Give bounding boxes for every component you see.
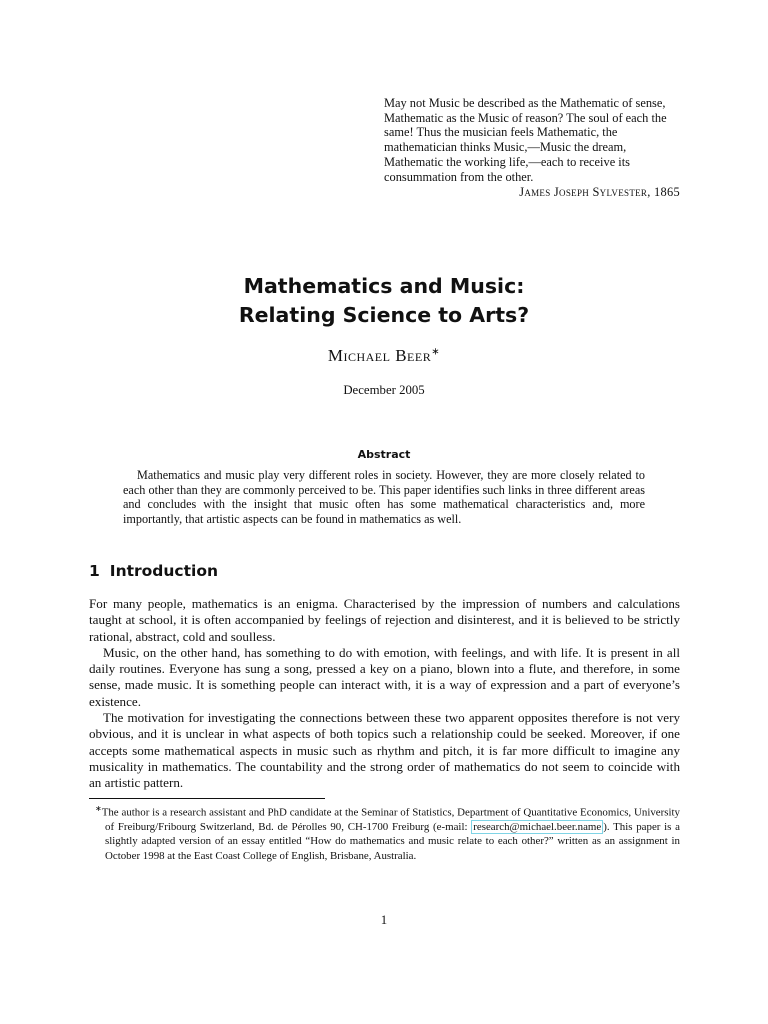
paragraph: Music, on the other hand, has something to do with emotion, with feelings, and with life. It is present in all daily routines. Everyone has sung a song, pressed a key on a piano, blown into a flute, and therefore, in some sense, made music. It is something people can interact with, it is a way of expression and a part of everyone’s existence.	[89, 644, 680, 709]
section-heading-introduction	[89, 562, 218, 580]
footnote-rule	[89, 798, 325, 799]
abstract-text: Mathematics and music play very different roles in society. However, they are more closely related to each other than they are commonly perceived to be. This paper identifies such links in three different areas and concludes with the insight that music often has some mathematical characteristics and, more importantly, that artistic aspects can be found in mathematics as well.	[123, 468, 645, 526]
epigraph	[384, 96, 680, 200]
page-number: 1	[380, 913, 388, 927]
email-link[interactable]: research@michael.beer.name	[473, 821, 602, 834]
author-name-text: Michael Beer	[327, 346, 432, 365]
paragraph: For many people, mathematics is an enigma. Characterised by the impression of numbers and calculations taught at school, it is often accompanied by feelings of rejection and disinterest, and it is believed to be strictly rational, abstract, cold and soulless.	[89, 596, 680, 644]
introduction-body	[89, 596, 680, 792]
paper-date: December 2005	[343, 383, 425, 397]
abstract-heading: Abstract	[357, 448, 411, 461]
title-line-1: Mathematics and Music:	[243, 274, 525, 298]
author-footnote	[95, 802, 680, 863]
author-footnote-mark[interactable]: ∗	[431, 346, 441, 358]
title-line-2: Relating Science to Arts?	[238, 303, 530, 327]
paragraph: The motivation for investigating the connections between these two apparent opposites therefore is not very obvious, and it is unclear in what aspects of both topics such a relationship could be seeked. Moreover, if one accepts some mathematical aspects in music such as rhythm and pitch, it is far more difficult to imagine any musicality in mathematics. The countability and the strong order of mathematics do not seem to coincide with an artistic pattern.	[89, 710, 680, 791]
footnote-text-after: ). This paper is a slightly adapted version of an essay entitled “How do mathematics and music relate to each other?” written as an assignment in October 1998 at the East Coast College of English, Brisbane, Australia.	[105, 821, 680, 862]
paper-title	[0, 272, 768, 330]
epigraph-attribution: James Joseph Sylvester, 1865	[519, 185, 680, 200]
author-name	[0, 346, 768, 366]
section-title: Introduction	[109, 562, 219, 580]
epigraph-quote: May not Music be described as the Mathematic of sense, Mathematic as the Music of reason? The soul of each the same! Thus the musician feels Mathematic, the mathematician thinks Music,—Music the dream, Mathematic the working life,—each to receive its consummation from the other.	[384, 96, 667, 184]
footnote-mark: ∗	[95, 804, 102, 813]
footnote-text-before: The author is a research assistant and PhD candidate at the Seminar of Statistics, Department of Quantitative Economics, University of Freiburg/Fribourg Switzerland, Bd. de Pérolles 90, CH-1700 Freiburg (e-mail:	[101, 806, 680, 834]
section-number: 1	[89, 562, 100, 580]
